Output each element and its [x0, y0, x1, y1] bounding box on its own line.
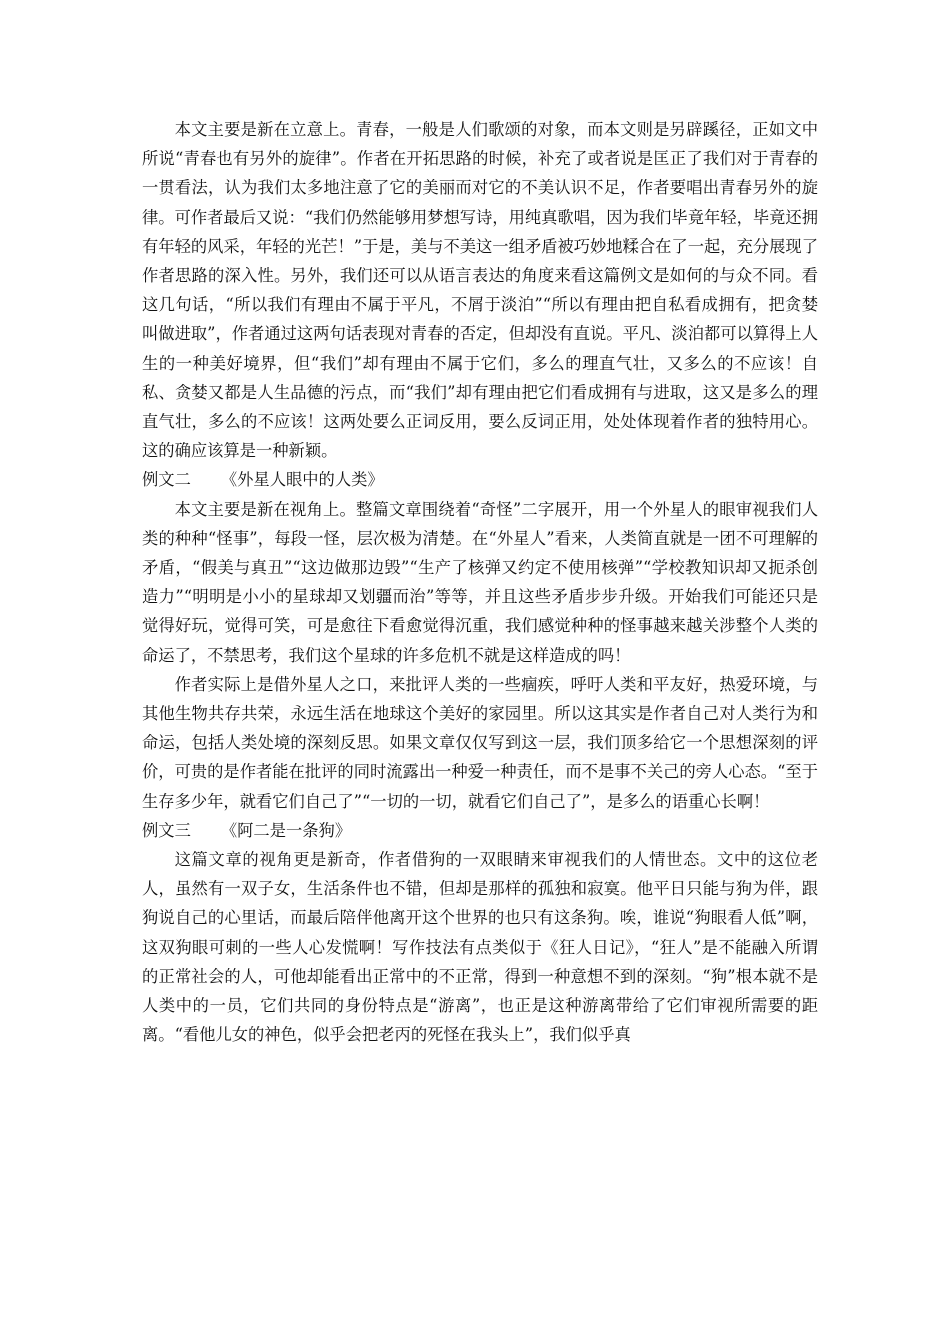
example-2-heading [142, 465, 818, 494]
example-2-title: 《外星人眼中的人类》 [220, 470, 384, 490]
document-page [142, 115, 818, 1050]
example-2-paragraph-1: 本文主要是新在视角上。整篇文章围绕着“奇怪”二字展开，用一个外星人的眼审视我们人类的种种“怪事”，每段一怪，层次极为清楚。在“外星人”看来，人类简直就是一团不可理解的矛盾，“假美与真丑”“这边做那边毁”“生产了核弹又约定不使用核弹”“学校教知识却又扼杀创造力”“明明是小小的星球却又划疆而治”等等，并且这些矛盾步步升级。开始我们可能还只是觉得好玩，觉得可笑，可是愈往下看愈觉得沉重，我们感觉种种的怪事越来越关涉整个人类的命运了，不禁思考，我们这个星球的许多危机不就是这样造成的吗！ [142, 499, 818, 665]
example-3-label: 例文三 [142, 820, 191, 840]
example-3-paragraph-1: 这篇文章的视角更是新奇，作者借狗的一双眼睛来审视我们的人情世态。文中的这位老人，虽然有一双子女，生活条件也不错，但却是那样的孤独和寂寞。他平日只能与狗为伴，跟狗说自己的心里话，而最后陪伴他离开这个世界的也只有这条狗。唉，谁说“狗眼看人低”啊，这双狗眼可刺的一些人心发慌啊！写作技法有点类似于《狂人日记》，“狂人”是不能融入所谓的正常社会的人，可他却能看出正常中的不正常，得到一种意想不到的深刻。“狗”根本就不是人类中的一员，它们共同的身份特点是“游离”，也正是这种游离带给了它们审视所需要的距离。“看他儿女的神色，似乎会把老丙的死怪在我头上”，我们似乎真 [142, 850, 818, 1045]
example-3-heading [142, 816, 818, 845]
example-3-title: 《阿二是一条狗》 [220, 820, 352, 840]
commentary-paragraph-1: 本文主要是新在立意上。青春，一般是人们歌颂的对象，而本文则是另辟蹊径，正如文中所说“青春也有另外的旋律”。作者在开拓思路的时候，补充了或者说是匡正了我们对于青春的一贯看法，认为我们太多地注意了它的美丽而对它的不美认识不足，作者要唱出青春另外的旋律。可作者最后又说：“我们仍然能够用梦想写诗，用纯真歌唱，因为我们毕竟年轻，毕竟还拥有年轻的风采，年轻的光芒！”于是，美与不美这一组矛盾被巧妙地糅合在了一起，充分展现了作者思路的深入性。另外，我们还可以从语言表达的角度来看这篇例文是如何的与众不同。看这几句话，“所以我们有理由不属于平凡，不屑于淡泊”“所以有理由把自私看成拥有，把贪婪叫做进取”，作者通过这两句话表现对青春的否定，但却没有直说。平凡、淡泊都可以算得上人生的一种美好境界，但“我们”却有理由不属于它们，多么的理直气壮，又多么的不应该！自私、贪婪又都是人生品德的污点，而“我们”却有理由把它们看成拥有与进取，这又是多么的理直气壮，多么的不应该！这两处要么正词反用，要么反词正用，处处体现着作者的独特用心。这的确应该算是一种新颖。 [142, 120, 818, 461]
example-2-label: 例文二 [142, 470, 191, 490]
example-2-paragraph-2: 作者实际上是借外星人之口，来批评人类的一些痼疾，呼吁人类和平友好，热爱环境，与其他生物共存共荣，永远生活在地球这个美好的家园里。所以这其实是作者自己对人类行为和命运，包括人类处境的深刻反思。如果文章仅仅写到这一层，我们顶多给它一个思想深刻的评价，可贵的是作者能在批评的同时流露出一种爱一种责任，而不是事不关己的旁人心态。“至于生存多少年，就看它们自己了”“一切的一切，就看它们自己了”，是多么的语重心长啊！ [142, 674, 818, 811]
